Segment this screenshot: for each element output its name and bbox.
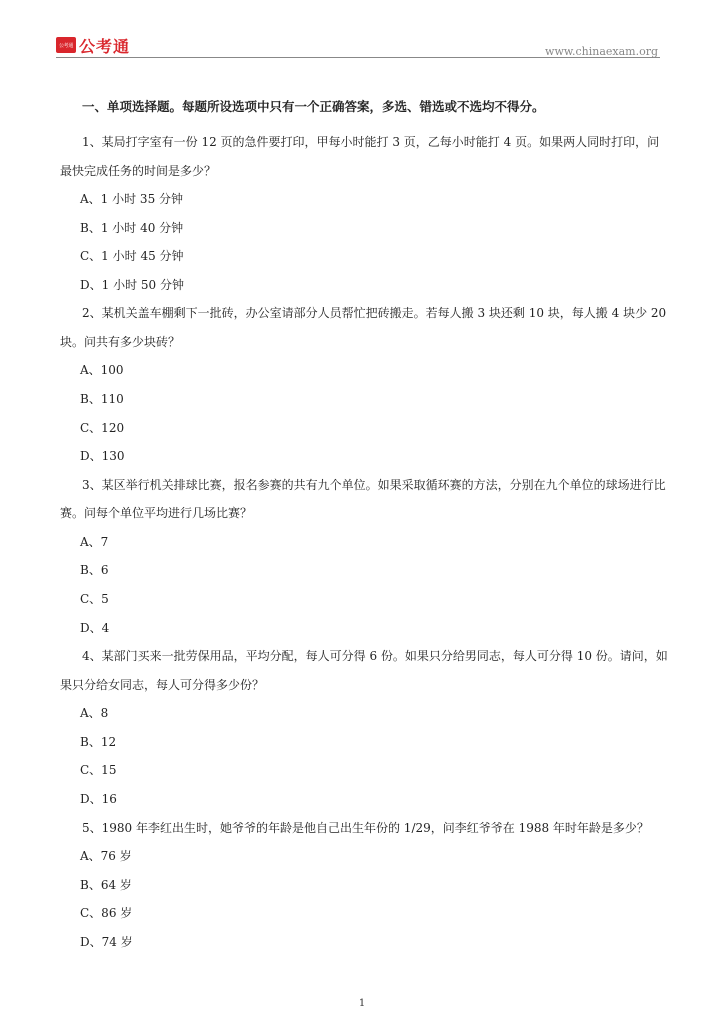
option-b: B、64 岁 [80, 877, 132, 892]
question-4 [60, 642, 670, 813]
option-b: B、6 [80, 563, 109, 578]
option-d: D、4 [80, 620, 110, 635]
document-body [60, 96, 670, 956]
header-divider [56, 57, 660, 58]
site-url[interactable]: www.chinaexam.org [545, 45, 658, 58]
question-text: 3、某区举行机关排球比赛，报名参赛的共有九个单位。如果采取循环赛的方法，分别在九个单位的球场进行比赛。问每个单位平均进行几场比赛？ [60, 477, 666, 521]
page-number: 1 [358, 998, 366, 1009]
option-a: A、100 [80, 363, 124, 378]
option-c: C、15 [80, 763, 117, 778]
option-a: A、1 小时 35 分钟 [80, 192, 184, 206]
option-c: C、86 岁 [80, 906, 133, 921]
question-2 [60, 299, 670, 470]
question-5 [60, 814, 670, 957]
question-text: 1、某局打字室有一份 12 页的急件要打印，甲每小时能打 3 页，乙每小时能打 4 页。如果两人同时打印，问最快完成任务的时间是多少？ [60, 135, 660, 178]
option-b: B、1 小时 40 分钟 [80, 220, 184, 235]
question-text: 2、某机关盖车棚剩下一批砖，办公室请部分人员帮忙把砖搬走。若每人搬 3 块还剩 10 块，每人搬 4 块少 20 块。问共有多少块砖？ [60, 306, 667, 349]
question-text: 4、某部门买来一批劳保用品，平均分配，每人可分得 6 份。如果只分给男同志，每人可分得 10 份。请问，如果只分给女同志，每人可分得多少份？ [60, 649, 668, 692]
brand-logo[interactable] [56, 36, 130, 54]
option-d: D、16 [80, 791, 117, 806]
logo-badge: 公考通 [56, 37, 76, 53]
option-a: A、7 [80, 534, 109, 549]
question-3 [60, 471, 670, 642]
option-d: D、74 岁 [80, 934, 133, 949]
option-d: D、130 [80, 449, 125, 464]
option-c: C、5 [80, 591, 109, 606]
option-c: C、120 [80, 420, 125, 435]
option-a: A、76 岁 [80, 849, 132, 863]
option-d: D、1 小时 50 分钟 [80, 277, 184, 292]
option-c: C、1 小时 45 分钟 [80, 249, 184, 264]
question-text: 5、1980 年李红出生时，她爷爷的年龄是他自己出生年份的 1/29，问李红爷爷在 1988 年时年龄是多少？ [82, 820, 649, 835]
option-b: B、110 [80, 391, 124, 406]
page-header [0, 0, 724, 60]
section-title: 一、单项选择题。每题所设选项中只有一个正确答案，多选、错选或不选均不得分。 [82, 99, 545, 114]
option-b: B、12 [80, 734, 117, 749]
option-a: A、8 [80, 706, 109, 721]
question-1 [60, 128, 670, 299]
logo-text: 公考通 [79, 36, 131, 56]
